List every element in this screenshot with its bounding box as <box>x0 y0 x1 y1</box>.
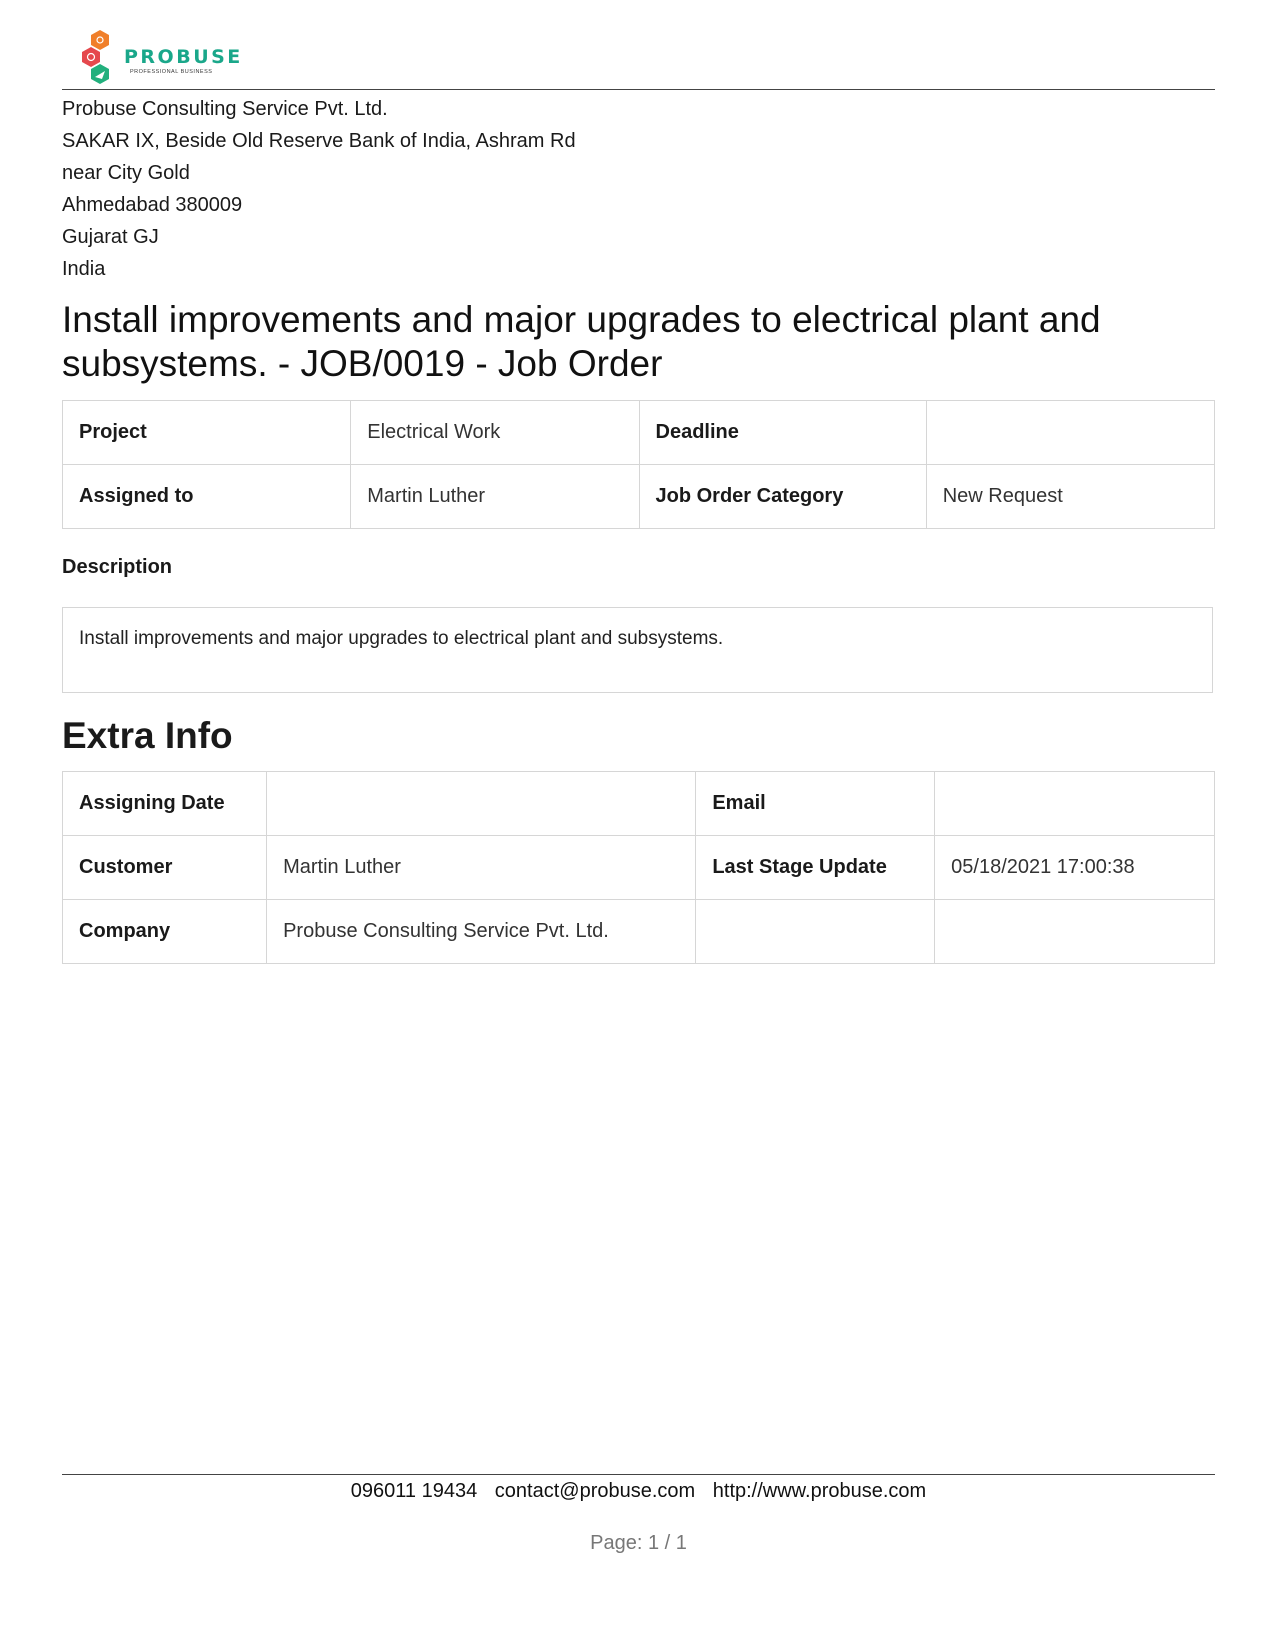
assigning-date-value <box>267 772 696 836</box>
email-value <box>935 772 1215 836</box>
header-divider <box>62 89 1215 90</box>
job-order-details-table <box>62 400 1215 529</box>
assigned-to-label: Assigned to <box>63 465 351 529</box>
project-label: Project <box>63 401 351 465</box>
project-value: Electrical Work <box>351 401 639 465</box>
address-line: Probuse Consulting Service Pvt. Ltd. <box>62 98 388 120</box>
company-logo <box>80 28 260 90</box>
empty-cell <box>935 900 1215 964</box>
logo-wordmark: PROBUSE <box>124 46 243 68</box>
last-stage-update-value: 05/18/2021 17:00:38 <box>935 836 1215 900</box>
footer-email: contact@probuse.com <box>494 1480 696 1502</box>
table-row <box>63 401 1215 465</box>
table-row <box>63 465 1215 529</box>
extra-info-heading: Extra Info <box>62 715 233 756</box>
footer-phone: 096011 19434 <box>350 1480 478 1502</box>
document-title: Install improvements and major upgrades to electrical plant and subsystems. - JOB/0019 - Job Order <box>62 299 1101 384</box>
job-order-category-label: Job Order Category <box>639 465 926 529</box>
company-value: Probuse Consulting Service Pvt. Ltd. <box>267 900 696 964</box>
logo-tagline: PROFESSIONAL BUSINESS <box>130 69 213 75</box>
assigning-date-label: Assigning Date <box>63 772 267 836</box>
table-row <box>63 772 1215 836</box>
customer-value: Martin Luther <box>267 836 696 900</box>
address-line: Gujarat GJ <box>62 226 159 248</box>
deadline-value <box>926 401 1214 465</box>
description-heading: Description <box>62 556 173 578</box>
company-label: Company <box>63 900 267 964</box>
last-stage-update-label: Last Stage Update <box>696 836 935 900</box>
customer-label: Customer <box>63 836 267 900</box>
empty-cell <box>696 900 935 964</box>
table-row <box>63 900 1215 964</box>
address-line: India <box>62 258 106 280</box>
footer-divider <box>62 1474 1215 1475</box>
address-line: near City Gold <box>62 162 190 184</box>
deadline-label: Deadline <box>639 401 926 465</box>
address-line: Ahmedabad 380009 <box>62 194 243 216</box>
description-box <box>62 607 1213 693</box>
assigned-to-value: Martin Luther <box>351 465 639 529</box>
footer-website: http://www.probuse.com <box>712 1480 927 1502</box>
email-label: Email <box>696 772 935 836</box>
extra-info-table <box>62 771 1215 964</box>
logo-hexagons-icon <box>80 28 128 90</box>
footer-contacts <box>62 1480 1215 1503</box>
description-text: Install improvements and major upgrades to electrical plant and subsystems. <box>79 628 724 649</box>
job-order-category-value: New Request <box>926 465 1214 529</box>
company-address <box>62 93 576 285</box>
address-line: SAKAR IX, Beside Old Reserve Bank of India, Ashram Rd <box>62 130 576 152</box>
page-number: Page: 1 / 1 <box>590 1532 687 1554</box>
table-row <box>63 836 1215 900</box>
document-page <box>62 0 1215 1650</box>
